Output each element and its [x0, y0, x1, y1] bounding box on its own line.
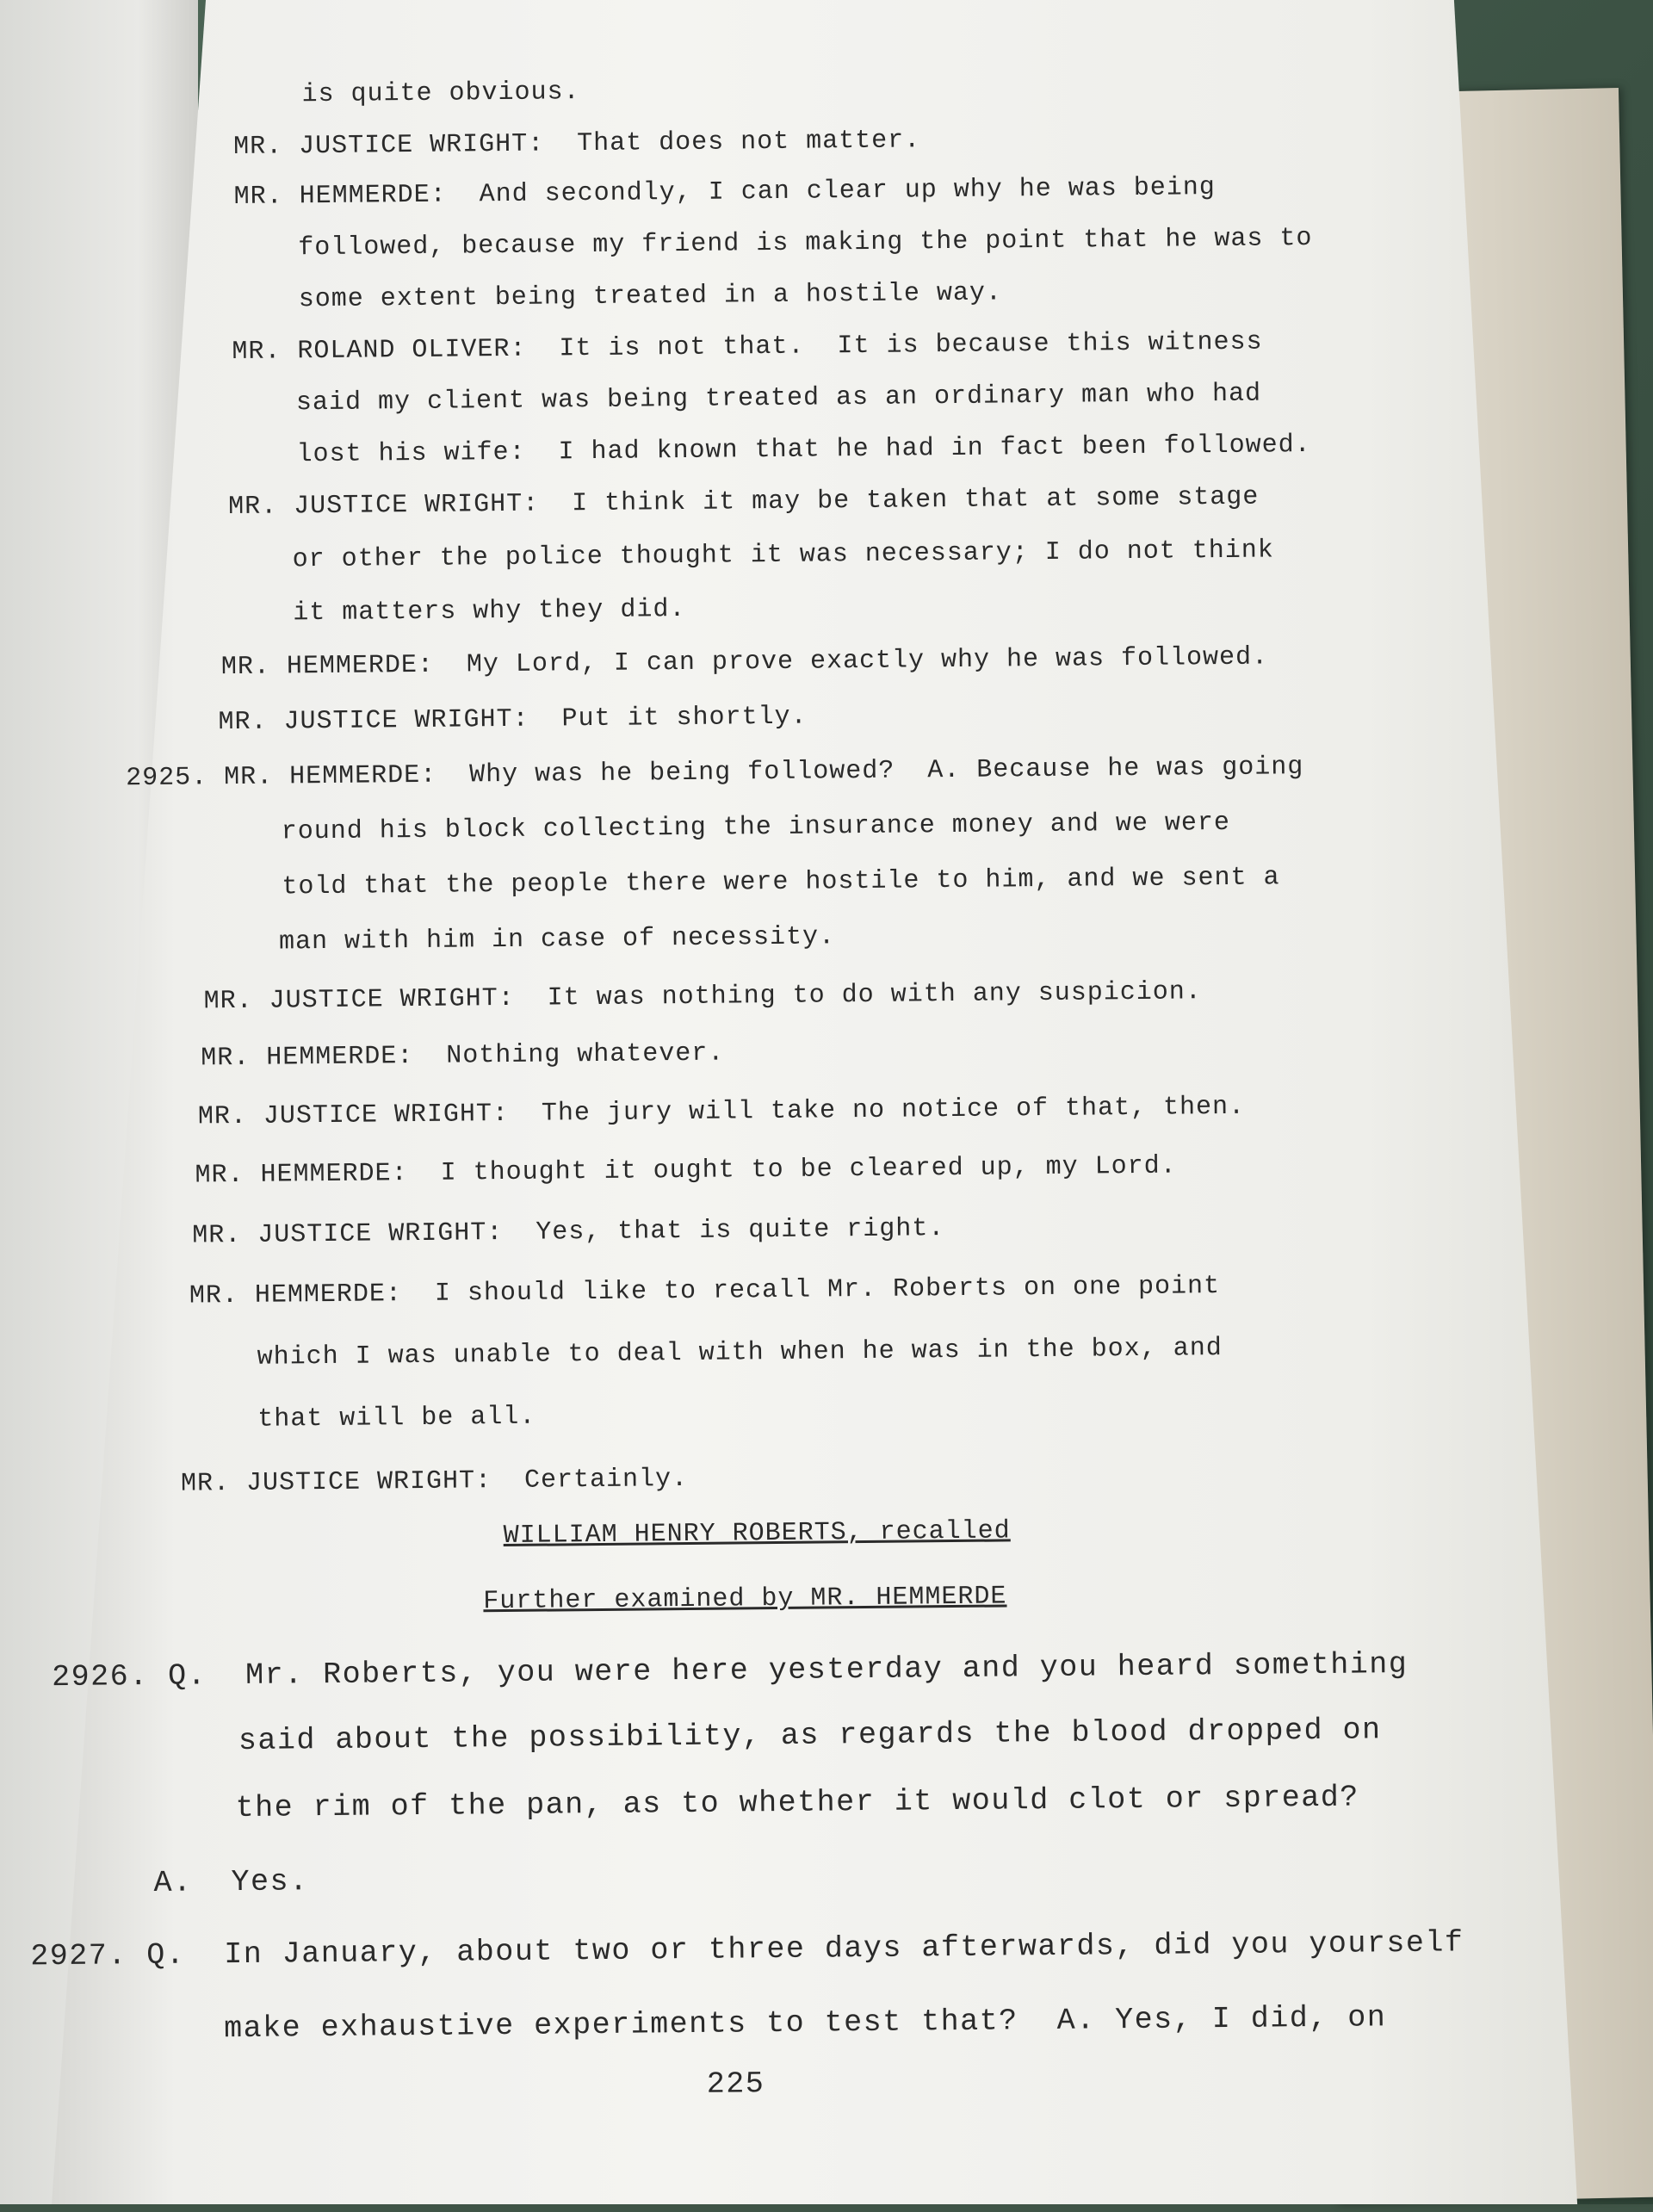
transcript-line: 2925. MR. HEMMERDE: Why was he being followed? A. Because he was going — [126, 753, 1304, 794]
transcript-line: MR. ROLAND OLIVER: It is not that. It is because this witness — [232, 327, 1263, 368]
transcript-line: MR. JUSTICE WRIGHT: Certainly. — [180, 1464, 689, 1499]
transcript-line: MR. JUSTICE WRIGHT: Yes, that is quite right. — [192, 1214, 945, 1251]
transcript-line: MR. JUSTICE WRIGHT: That does not matter. — [232, 126, 921, 162]
transcript-line: MR. JUSTICE WRIGHT: I think it may be taken that at some stage — [227, 482, 1260, 523]
transcript-line: which I was unable to deal with when he was in the box, and — [257, 1334, 1223, 1372]
transcript-line: some extent being treated in a hostile way. — [298, 278, 1003, 315]
transcript-line: MR. JUSTICE WRIGHT: Put it shortly. — [218, 702, 808, 738]
page-number: 225 — [706, 2066, 765, 2102]
transcript-line: MR. JUSTICE WRIGHT: The jury will take no notice of that, then. — [197, 1092, 1246, 1132]
transcript-line: told that the people there were hostile to him, and we sent a — [282, 863, 1280, 902]
examination-heading: Further examined by MR. HEMMERDE — [483, 1582, 1007, 1617]
transcript-line: is quite obvious. — [301, 77, 580, 110]
transcript-line: the rim of the pan, as to whether it would clot or spread? — [235, 1780, 1359, 1826]
transcript-line: MR. HEMMERDE: I thought it ought to be cleared up, my Lord. — [195, 1151, 1177, 1191]
transcript-line: round his block collecting the insurance money and we were — [281, 808, 1231, 847]
transcript-line: MR. JUSTICE WRIGHT: It was nothing to do with any suspicion. — [203, 977, 1202, 1017]
transcript-line: man with him in case of necessity. — [278, 922, 836, 957]
transcript-line: MR. HEMMERDE: I should like to recall Mr. Roberts on one point — [189, 1272, 1221, 1311]
transcript-line: MR. HEMMERDE: My Lord, I can prove exactly why he was followed. — [220, 642, 1269, 683]
transcript-line: MR. HEMMERDE: And secondly, I can clear up why he was being — [233, 173, 1216, 212]
transcript-line: MR. HEMMERDE: Nothing whatever. — [201, 1038, 725, 1074]
transcript-line: 2927. Q. In January, about two or three days afterwards, did you yourself — [30, 1925, 1464, 1974]
transcript-line: lost his wife: I had known that he had in fact been followed. — [296, 430, 1311, 470]
witness-heading: WILLIAM HENRY ROBERTS, recalled — [503, 1516, 1011, 1552]
transcript-line: 2926. Q. Mr. Roberts, you were here yesterday and you heard something — [51, 1646, 1408, 1695]
transcript-line: make exhaustive experiments to test that? A. Yes, I did, on — [223, 2000, 1387, 2047]
transcript-line: or other the police thought it was necessary; I do not think — [292, 536, 1275, 575]
transcript-line: that will be all. — [257, 1402, 536, 1434]
transcript-line: said about the possibility, as regards the blood dropped on — [238, 1713, 1382, 1759]
transcript-line: followed, because my friend is making the point that he was to — [298, 223, 1313, 263]
transcript-line: it matters why they did. — [293, 594, 686, 629]
transcript-line: A. Yes. — [153, 1864, 309, 1900]
transcript-line: said my client was being treated as an ordinary man who had — [295, 379, 1262, 418]
